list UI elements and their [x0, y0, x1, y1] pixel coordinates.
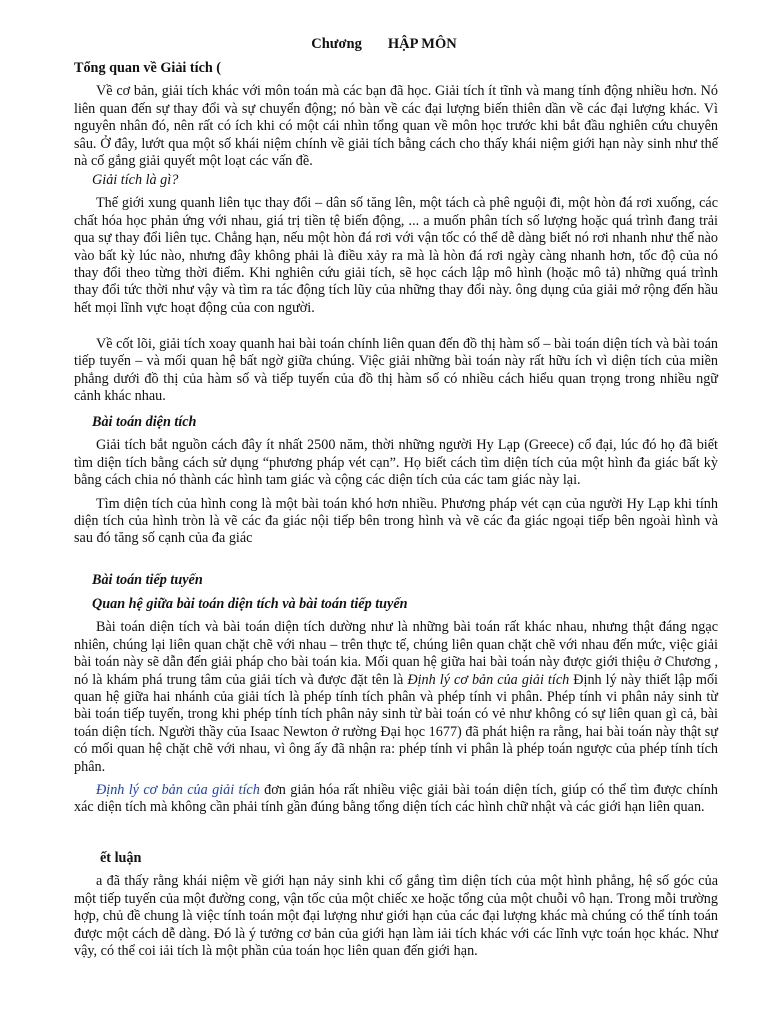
- section-heading-what: Giải tích là gì?: [92, 172, 179, 188]
- theorem-text: đơn giản hóa rất nhiều việc giải bài toán diện tích, giúp có thể tìm được chính xác diện tích mà không cần phải tính gần đúng bằng tổng diện tích các hình chữ nhật và các giới hạn liên quan.: [74, 782, 718, 816]
- section-heading-overview: Tổng quan về Giải tích (: [74, 60, 222, 76]
- section-heading-area: Bài toán diện tích: [92, 414, 197, 430]
- section-relation: [74, 596, 718, 817]
- paragraph-conclusion: a đã thấy rằng khái niệm về giới hạn nảy sinh khi cố gắng tìm diện tích của một hình phẳng, hệ số góc của một tiếp tuyến của một đường cong, vận tốc của một chiếc xe hoặc tổng của một chuỗi vô hạn. Trong mỗi trường hợp, chủ đề chung là việc tính toán một đại lượng như giới hạn của các đại lượng khác mà chúng có thể tính toán được một cách dễ dàng. Đó là ý tưởng cơ bản của giới hạn làm iải tích khác với các lĩnh vực toán học khác. Như vậy, có thể coi iải tích là một phần của toán học liên quan đến giới hạn.: [74, 873, 718, 960]
- relation-text-a: Bài toán diện tích và bài toán diện tích dường như là những bài toán rất khác nhau, nhưng thật đáng ngạc nhiên, chúng lại liên quan chặt chẽ với nhau – trên thực tế, chúng liên quan chặt chẽ với nhau đến mức, việc giải bài toán này sẽ dẫn đến giải pháp cho bài toán kia. Mối quan hệ giữa hai bài toán này được giới thiệu ở Chương , nó là khám phá trung tâm của giải tích và được đặt tên là: [74, 619, 718, 688]
- paragraph-overview: Về cơ bản, giải tích khác với môn toán mà các bạn đã học. Giải tích ít tĩnh và mang tính động nhiều hơn. Nó liên quan đến sự thay đổi và sự chuyển động; nó bàn về các đại lượng biến thiên dần về các đại lượng khác. Vì nguyên nhân đó, nên rất có ích khi có một cái nhìn tổng quan về môn học trước khi bắt đầu nghiên cứu chuyên sâu. Ở đây, lướt qua một số khái niệm chính về giải tích bằng cách cho thấy khái niệm giới hạn này sinh như thế nà cố gắng giải quyết một loạt các vấn đề.: [74, 83, 718, 170]
- paragraph-core: Về cốt lõi, giải tích xoay quanh hai bài toán chính liên quan đến đồ thị hàm số – bài toán diện tích và bài toán tiếp tuyến – và mối quan hệ bất ngờ giữa chúng. Việc giải những bài toán này rất hữu ích vì diện tích của miền phẳng dưới đồ thị của hàm số và tiếp tuyến của đồ thị hàm số có nhiều cách hiểu quan trọng trong nhiều ngữ cảnh khác nhau.: [74, 336, 718, 405]
- section-heading-conclusion: ết luận: [100, 850, 142, 866]
- theorem-link[interactable]: Định lý cơ bản của giải tích: [96, 782, 260, 799]
- section-heading-tangent: Bài toán tiếp tuyến: [92, 572, 203, 588]
- section-overview: [74, 60, 718, 170]
- paragraph-area-1: Giải tích bắt nguồn cách đây ít nhất 2500 năm, thời những người Hy Lạp (Greece) cổ đại, lúc đó họ đã biết tìm diện tích bằng cách sử dụng “phương pháp vét cạn”. Họ biết cách tìm diện tích của một hình đa giác bất kỳ bằng cách chia nó thành các hình tam giác và cộng các diện tích của các tam giác này lại.: [74, 437, 718, 489]
- chapter-name: HẬP MÔN: [387, 36, 457, 52]
- section-tangent-problem: [74, 572, 718, 589]
- relation-text-b: Định lý này thiết lập mối quan hệ giữa hai nhánh của giải tích là phép tính tích phân và phép tính vi phân. Phép tính vi phân nảy sinh từ bài toán tiếp tuyến, trong khi phép tính tích phân nảy sinh từ bài toán có vẻ như không có sự liên quan gì cả, bài toán diện tích. Người thầy của Isaac Newton ở rường Đại học 1677) đã phát hiện ra rằng, hai bài toán này thật sự có mối quan hệ chặt chẽ với nhau, vì ông ấy đã nhận ra: phép tính vi phân là phép toán ngược của phép tính tích phân.: [74, 671, 718, 775]
- paragraph-theorem: [74, 782, 718, 817]
- section-what-is-calculus: [74, 172, 718, 317]
- paragraph-area-2: Tìm diện tích của hình cong là một bài toán khó hơn nhiều. Phương pháp vét cạn của người Hy Lạp khi tính diện tích của hình tròn là vẽ các đa giác nội tiếp bên trong hình và vẽ các đa giác ngoại tiếp bên ngoài hình và sau đó tăng số cạnh của đa giác: [74, 495, 718, 547]
- chapter-title: [0, 36, 768, 53]
- section-heading-relation: Quan hệ giữa bài toán diện tích và bài toán tiếp tuyến: [92, 596, 408, 612]
- paragraph-what: Thế giới xung quanh liên tục thay đổi – dân số tăng lên, một tách cà phê nguội đi, một hòn đá rơi xuống, các chất hóa học phản ứng với nhau, giá trị tiền tệ biến động, ... a muốn phân tích số lượng hoặc quá trình đang trải qua sự thay đổi liên tục. Chẳng hạn, nếu một hòn đá rơi với vận tốc có thể dễ dàng biết nó rơi nhanh như thế nào vào bất kỳ lúc nào, nhưng đây không phải là điều xảy ra mà là hòn đá rơi ngày càng nhanh hơn, tốc độ của nó thay đổi theo từng thời điểm. Khi nghiên cứu giải tích, sẽ học cách lập mô hình (hoặc mô tả) những quá trình thay đổi tức thời như vậy và tìm ra tác động tích lũy của những thay đổi này. ông dụng của giải mở rộng đến hầu hết mọi lĩnh vực hoạt động của con người.: [74, 195, 718, 316]
- paragraph-relation: [74, 619, 718, 776]
- theorem-name: Định lý cơ bản của giải tích: [407, 671, 570, 688]
- section-conclusion: [74, 850, 718, 960]
- section-core-problems: [74, 336, 718, 406]
- chapter-label: Chương: [311, 36, 362, 52]
- section-area-problem: [74, 414, 718, 548]
